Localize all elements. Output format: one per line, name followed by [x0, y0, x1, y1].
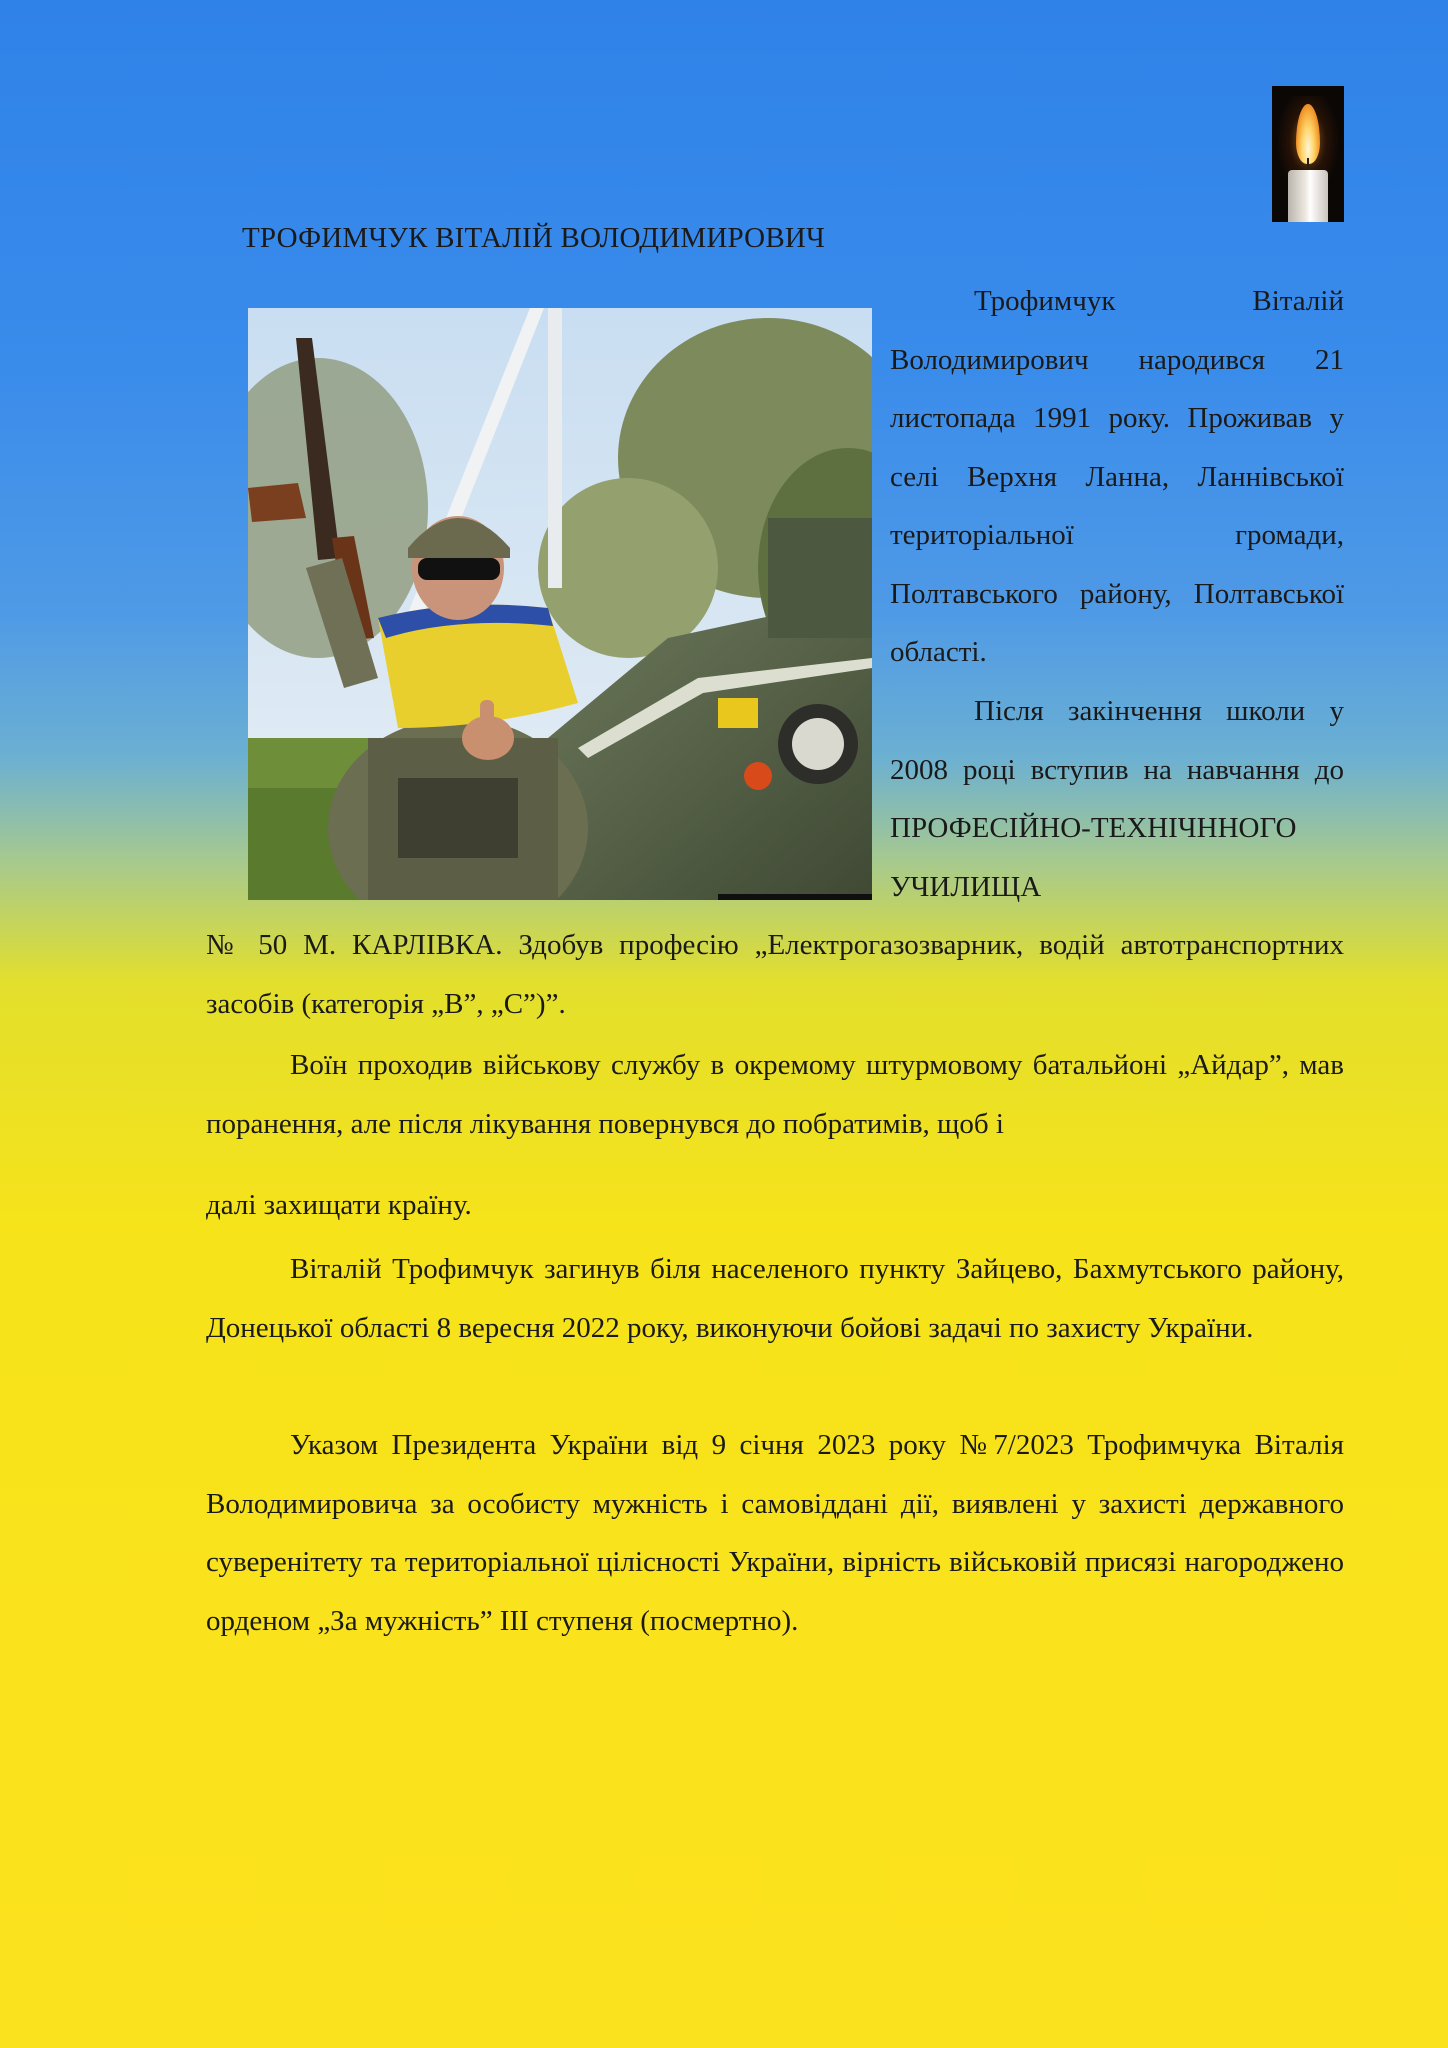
paragraph-biography: Трофимчук Віталій Володимирович народився 21 листопада 1991 року. Проживав у селі Верхня Ланна, Ланнівської територіальної громади, Полтавського району, Полтавської області.	[890, 285, 1344, 668]
paragraph-death: Віталій Трофимчук загинув біля населеного пункту Зайцево, Бахмутського району, Донецької області 8 вересня 2022 року, виконуючи бойові задачі по захисту України.	[206, 1253, 1344, 1344]
paragraph-education: Після закінчення школи у 2008 році вступив на навчання до ПРОФЕСІЙНО-ТЕХНІЧННОГО УЧИЛИЩА	[890, 695, 1344, 903]
paragraph-service: Воїн проходив військову службу в окремому штурмовому батальйоні „Айдар”, мав поранення, але після лікування повернувся до побратимів, щоб і	[206, 1049, 1344, 1140]
paragraph-education-continued: № 50 М. КАРЛІВКА. Здобув професію „Електрогазозварник, водій автотранспортних засобів (категорія „В”, „С”)”.	[206, 929, 1344, 1020]
memorial-candle-icon	[1272, 86, 1344, 222]
paragraph-service-continued: далі захищати країну.	[206, 1189, 472, 1221]
soldier-portrait-photo	[248, 308, 872, 900]
paragraph-award: Указом Президента України від 9 січня 2023 року №7/2023 Трофимчука Віталія Володимировича за особисту мужність і самовіддані дії, виявлені у захисті державного суверенітету та територіальної цілісності України, вірність військовій присязі нагороджено орденом „За мужність” ІІІ ступеня (посмертно).	[206, 1429, 1344, 1637]
page-title: ТРОФИМЧУК ВІТАЛІЙ ВОЛОДИМИРОВИЧ	[242, 222, 826, 254]
